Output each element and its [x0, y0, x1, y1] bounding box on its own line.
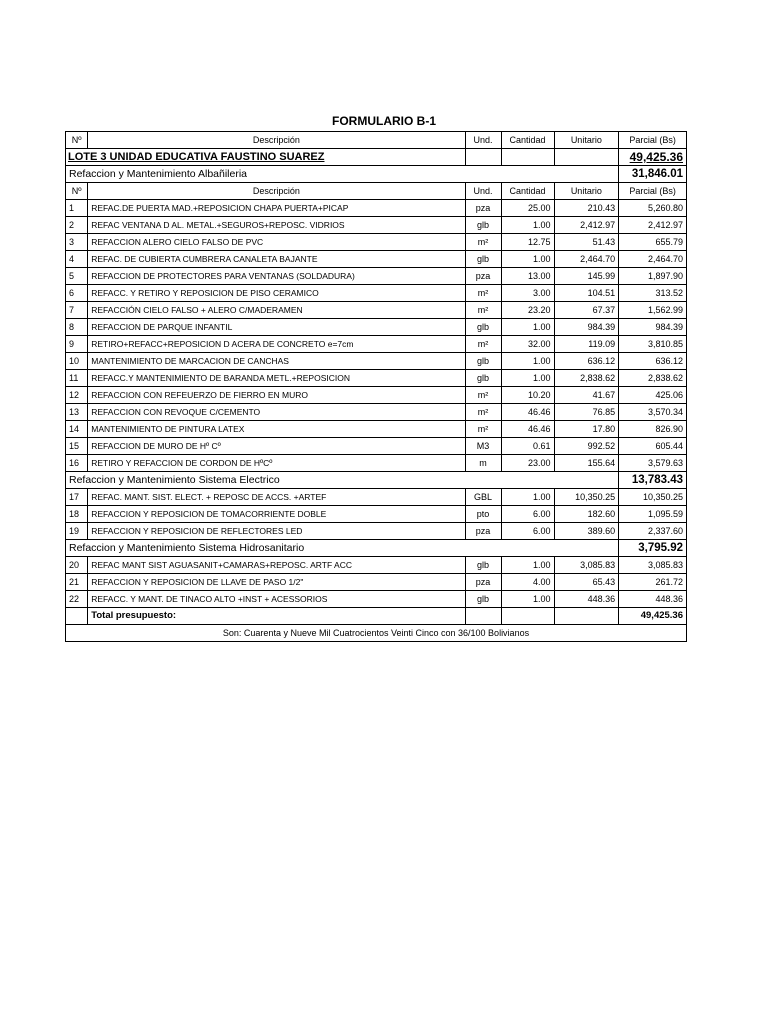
item-unit-price: 145.99 [554, 268, 619, 285]
item-unit: m² [465, 421, 501, 438]
item-partial: 3,085.83 [619, 557, 687, 574]
amount-in-words: Son: Cuarenta y Nueve Mil Cuatrocientos Veinti Cinco con 36/100 Bolivianos [66, 625, 687, 642]
item-unit: pza [465, 200, 501, 217]
header-und: Und. [465, 132, 501, 149]
item-description: REFAC.DE PUERTA MAD.+REPOSICION CHAPA PUERTA+PICAP [88, 200, 465, 217]
item-quantity: 4.00 [501, 574, 554, 591]
item-quantity: 13.00 [501, 268, 554, 285]
item-description: MANTENIMIENTO DE PINTURA LATEX [88, 421, 465, 438]
item-number: 15 [66, 438, 88, 455]
item-unit: m [465, 455, 501, 472]
table-row [66, 404, 687, 421]
lote-label: LOTE 3 UNIDAD EDUCATIVA FAUSTINO SUAREZ [66, 149, 466, 166]
item-description: REFACCION Y REPOSICION DE TOMACORRIENTE DOBLE [88, 506, 465, 523]
item-number: 14 [66, 421, 88, 438]
item-partial: 3,579.63 [619, 455, 687, 472]
item-unit-price: 448.36 [554, 591, 619, 608]
item-unit-price: 65.43 [554, 574, 619, 591]
table-row [66, 302, 687, 319]
item-description: REFACCION CON REVOQUE C/CEMENTO [88, 404, 465, 421]
item-quantity: 46.46 [501, 404, 554, 421]
table-row [66, 574, 687, 591]
table-row [66, 455, 687, 472]
header-cant: Cantidad [501, 183, 554, 200]
item-description: REFACC.Y MANTENIMIENTO DE BARANDA METL.+REPOSICION [88, 370, 465, 387]
total-blank [554, 608, 619, 625]
item-description: REFACCION CON REFEUERZO DE FIERRO EN MURO [88, 387, 465, 404]
section-blank [465, 166, 501, 183]
table-row [66, 421, 687, 438]
item-unit-price: 636.12 [554, 353, 619, 370]
lote-row [66, 149, 687, 166]
table-row [66, 268, 687, 285]
item-unit-price: 17.80 [554, 421, 619, 438]
item-partial: 425.06 [619, 387, 687, 404]
item-quantity: 25.00 [501, 200, 554, 217]
item-partial: 655.79 [619, 234, 687, 251]
item-description: REFACC. Y MANT. DE TINACO ALTO +INST + ACESSORIOS [88, 591, 465, 608]
item-partial: 826.90 [619, 421, 687, 438]
item-description: REFACC. Y RETIRO Y REPOSICION DE PISO CERAMICO [88, 285, 465, 302]
item-number: 22 [66, 591, 88, 608]
item-number: 16 [66, 455, 88, 472]
total-row [66, 608, 687, 625]
item-unit: m² [465, 234, 501, 251]
table-row [66, 285, 687, 302]
lote-blank-cant [501, 149, 554, 166]
section-blank [501, 540, 554, 557]
item-quantity: 0.61 [501, 438, 554, 455]
item-unit: pza [465, 268, 501, 285]
item-description: REFACCION DE MURO DE Hº Cº [88, 438, 465, 455]
item-quantity: 1.00 [501, 591, 554, 608]
section-total: 13,783.43 [619, 472, 687, 489]
item-unit-price: 2,464.70 [554, 251, 619, 268]
item-unit-price: 41.67 [554, 387, 619, 404]
item-quantity: 1.00 [501, 319, 554, 336]
table-row [66, 489, 687, 506]
item-unit: glb [465, 251, 501, 268]
form-title: FORMULARIO B-1 [332, 114, 436, 128]
item-number: 7 [66, 302, 88, 319]
item-description: REFAC MANT SIST AGUASANIT+CAMARAS+REPOSC. ARTF ACC [88, 557, 465, 574]
item-unit: M3 [465, 438, 501, 455]
item-description: REFACCION Y REPOSICION DE LLAVE DE PASO 1/2" [88, 574, 465, 591]
item-description: REFAC. MANT. SIST. ELECT. + REPOSC DE ACCS. +ARTEF [88, 489, 465, 506]
table-row [66, 438, 687, 455]
item-number: 8 [66, 319, 88, 336]
item-number: 1 [66, 200, 88, 217]
item-unit-price: 3,085.83 [554, 557, 619, 574]
header-desc: Descripción [88, 183, 465, 200]
item-unit: glb [465, 557, 501, 574]
table-row [66, 353, 687, 370]
item-unit: GBL [465, 489, 501, 506]
item-unit: glb [465, 319, 501, 336]
item-unit: glb [465, 353, 501, 370]
item-partial: 1,562.99 [619, 302, 687, 319]
header-num: Nº [66, 183, 88, 200]
section-header [66, 183, 687, 200]
item-partial: 3,570.34 [619, 404, 687, 421]
item-number: 12 [66, 387, 88, 404]
item-partial: 636.12 [619, 353, 687, 370]
header-und: Und. [465, 183, 501, 200]
item-unit: m² [465, 302, 501, 319]
amount-in-words-row [66, 625, 687, 642]
item-description: REFACCION ALERO CIELO FALSO DE PVC [88, 234, 465, 251]
item-unit-price: 67.37 [554, 302, 619, 319]
table-row [66, 251, 687, 268]
budget-table [65, 131, 687, 642]
item-quantity: 6.00 [501, 523, 554, 540]
item-quantity: 10.20 [501, 387, 554, 404]
item-quantity: 6.00 [501, 506, 554, 523]
item-quantity: 12.75 [501, 234, 554, 251]
header-desc: Descripción [88, 132, 465, 149]
item-unit-price: 389.60 [554, 523, 619, 540]
table-row [66, 336, 687, 353]
total-label: Total presupuesto: [88, 608, 465, 625]
item-quantity: 1.00 [501, 370, 554, 387]
item-number: 18 [66, 506, 88, 523]
table-row [66, 370, 687, 387]
section-total: 31,846.01 [619, 166, 687, 183]
item-quantity: 1.00 [501, 353, 554, 370]
item-number: 6 [66, 285, 88, 302]
item-number: 19 [66, 523, 88, 540]
item-unit: m² [465, 285, 501, 302]
item-number: 20 [66, 557, 88, 574]
item-unit-price: 51.43 [554, 234, 619, 251]
total-value: 49,425.36 [619, 608, 687, 625]
item-number: 5 [66, 268, 88, 285]
item-number: 11 [66, 370, 88, 387]
section-blank [554, 166, 619, 183]
item-quantity: 32.00 [501, 336, 554, 353]
item-partial: 1,897.90 [619, 268, 687, 285]
item-unit-price: 10,350.25 [554, 489, 619, 506]
table-row [66, 200, 687, 217]
table-row [66, 591, 687, 608]
header-num: Nº [66, 132, 88, 149]
lote-blank-und [465, 149, 501, 166]
item-quantity: 1.00 [501, 489, 554, 506]
table-row [66, 523, 687, 540]
item-unit: m² [465, 387, 501, 404]
item-number: 2 [66, 217, 88, 234]
section-blank [501, 472, 554, 489]
table-row [66, 234, 687, 251]
item-description: REFAC VENTANA D AL. METAL.+SEGUROS+REPOSC. VIDRIOS [88, 217, 465, 234]
item-partial: 2,412.97 [619, 217, 687, 234]
item-description: REFACCION DE PROTECTORES PARA VENTANAS (SOLDADURA) [88, 268, 465, 285]
table-row [66, 506, 687, 523]
item-partial: 1,095.59 [619, 506, 687, 523]
section-row [66, 472, 687, 489]
item-unit-price: 76.85 [554, 404, 619, 421]
item-number: 17 [66, 489, 88, 506]
item-number: 13 [66, 404, 88, 421]
total-blank [501, 608, 554, 625]
section-blank [554, 472, 619, 489]
section-title: Refaccion y Mantenimiento Sistema Hidrosanitario [66, 540, 466, 557]
item-quantity: 3.00 [501, 285, 554, 302]
lote-blank-unit [554, 149, 619, 166]
item-unit-price: 210.43 [554, 200, 619, 217]
item-unit: glb [465, 217, 501, 234]
total-blank [465, 608, 501, 625]
item-partial: 3,810.85 [619, 336, 687, 353]
lote-total: 49,425.36 [619, 149, 687, 166]
item-number: 4 [66, 251, 88, 268]
table-row [66, 557, 687, 574]
section-row [66, 540, 687, 557]
item-quantity: 1.00 [501, 217, 554, 234]
item-unit-price: 182.60 [554, 506, 619, 523]
table-row [66, 217, 687, 234]
item-partial: 2,337.60 [619, 523, 687, 540]
item-partial: 313.52 [619, 285, 687, 302]
item-quantity: 23.00 [501, 455, 554, 472]
header-cant: Cantidad [501, 132, 554, 149]
item-unit-price: 992.52 [554, 438, 619, 455]
header-unit: Unitario [554, 132, 619, 149]
item-description: RETIRO+REFACC+REPOSICION D ACERA DE CONCRETO e=7cm [88, 336, 465, 353]
item-description: REFACCION DE PARQUE INFANTIL [88, 319, 465, 336]
item-partial: 984.39 [619, 319, 687, 336]
item-unit-price: 2,838.62 [554, 370, 619, 387]
total-blank [66, 608, 88, 625]
item-unit: pza [465, 574, 501, 591]
item-description: MANTENIMIENTO DE MARCACION DE CANCHAS [88, 353, 465, 370]
section-title: Refaccion y Mantenimiento Albañileria [66, 166, 466, 183]
header-parc: Parcial (Bs) [619, 183, 687, 200]
item-partial: 2,464.70 [619, 251, 687, 268]
section-blank [554, 540, 619, 557]
section-blank [465, 472, 501, 489]
item-unit: glb [465, 370, 501, 387]
item-unit-price: 104.51 [554, 285, 619, 302]
item-partial: 10,350.25 [619, 489, 687, 506]
section-row [66, 166, 687, 183]
table-row [66, 387, 687, 404]
table-header [66, 132, 687, 149]
item-quantity: 23.20 [501, 302, 554, 319]
item-partial: 2,838.62 [619, 370, 687, 387]
item-description: REFAC. DE CUBIERTA CUMBRERA CANALETA BAJANTE [88, 251, 465, 268]
header-parc: Parcial (Bs) [619, 132, 687, 149]
header-unit: Unitario [554, 183, 619, 200]
item-unit-price: 119.09 [554, 336, 619, 353]
item-unit: m² [465, 404, 501, 421]
section-blank [501, 166, 554, 183]
section-total: 3,795.92 [619, 540, 687, 557]
item-number: 3 [66, 234, 88, 251]
section-blank [465, 540, 501, 557]
item-unit: m² [465, 336, 501, 353]
item-unit-price: 984.39 [554, 319, 619, 336]
item-unit-price: 155.64 [554, 455, 619, 472]
item-unit: pza [465, 523, 501, 540]
item-description: REFACCIÓN CIELO FALSO + ALERO C/MADERAMEN [88, 302, 465, 319]
item-number: 9 [66, 336, 88, 353]
item-description: REFACCION Y REPOSICION DE REFLECTORES LED [88, 523, 465, 540]
item-partial: 261.72 [619, 574, 687, 591]
item-unit: pto [465, 506, 501, 523]
item-quantity: 1.00 [501, 251, 554, 268]
item-number: 21 [66, 574, 88, 591]
section-title: Refaccion y Mantenimiento Sistema Electrico [66, 472, 466, 489]
item-partial: 5,260.80 [619, 200, 687, 217]
item-partial: 605.44 [619, 438, 687, 455]
item-quantity: 46.46 [501, 421, 554, 438]
item-unit-price: 2,412.97 [554, 217, 619, 234]
item-unit: glb [465, 591, 501, 608]
item-partial: 448.36 [619, 591, 687, 608]
item-description: RETIRO Y REFACCION DE CORDON DE HºCº [88, 455, 465, 472]
table-row [66, 319, 687, 336]
item-quantity: 1.00 [501, 557, 554, 574]
item-number: 10 [66, 353, 88, 370]
